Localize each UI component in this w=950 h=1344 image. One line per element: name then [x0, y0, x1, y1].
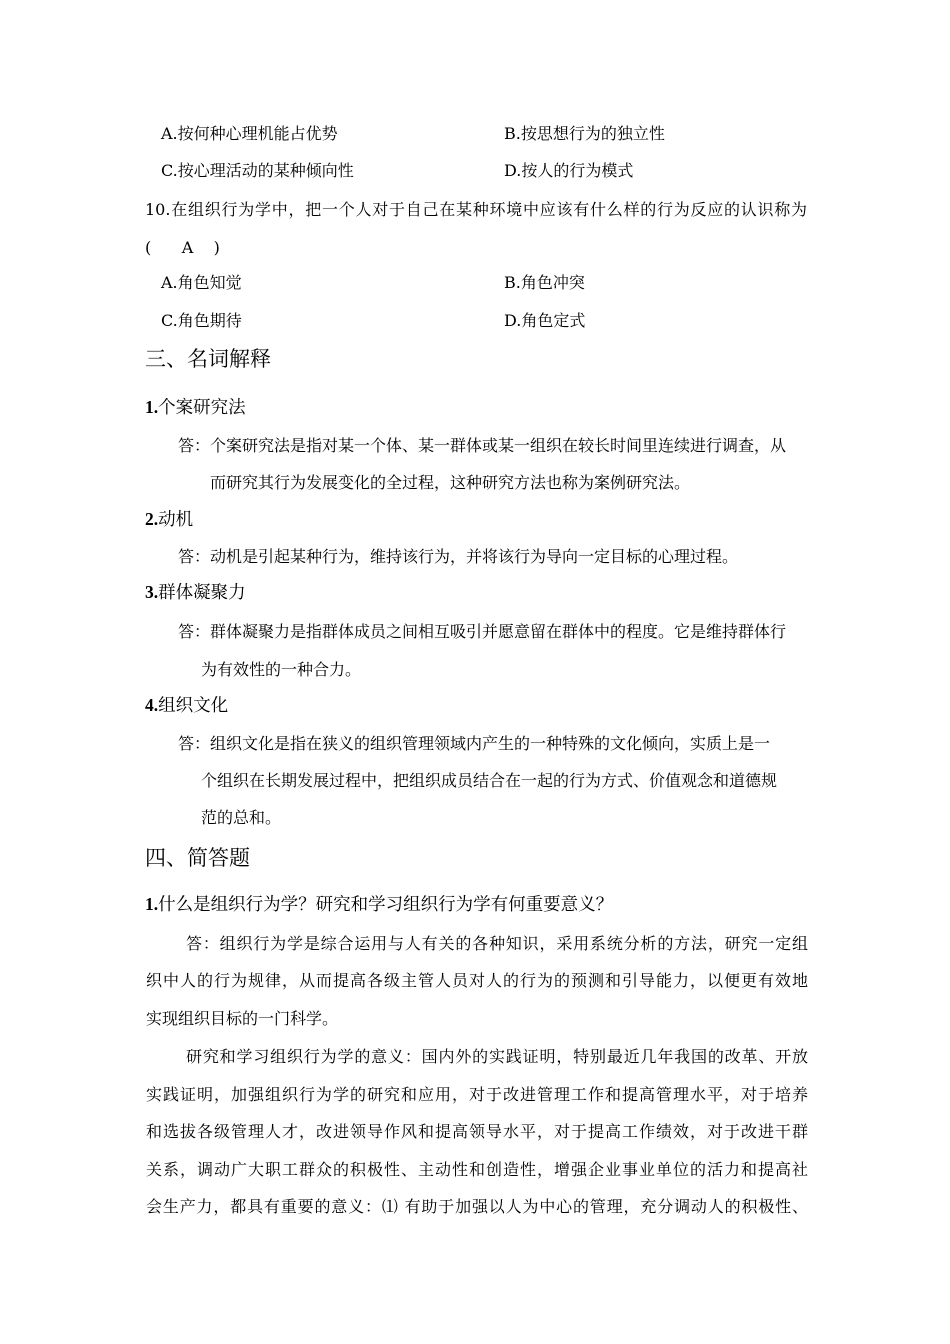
section-heading-terms: 三、名词解释: [145, 347, 271, 371]
term-number: 1.: [145, 397, 159, 417]
q9-option-a: A.按何种心理机能占优势: [161, 124, 338, 143]
question-heading-1: [145, 893, 613, 916]
question-number: 1.: [145, 894, 159, 914]
q10-stem: 10.在组织行为学中，把一个人对于自己在某种环境中应该有什么样的行为反应的认识称为: [145, 200, 807, 219]
answer-line: 研究和学习组织行为学的意义：国内外的实践证明，特别最近几年我国的改革、开放: [186, 1047, 808, 1066]
question-text: 什么是组织行为学？研究和学习组织行为学有何重要意义？: [158, 895, 614, 915]
term-heading-3: [145, 581, 246, 604]
q9-option-b: B.按思想行为的独立性: [504, 124, 665, 143]
term-answer-line: 而研究其行为发展变化的全过程，这种研究方法也称为案例研究法。: [210, 473, 691, 492]
q10-option-a: A.角色知觉: [161, 273, 242, 292]
term-heading-2: [145, 508, 193, 531]
answer-line: 织中人的行为规律，从而提高各级主管人员对人的行为的预测和引导能力，以便更有效地: [146, 971, 808, 990]
term-heading-4: [145, 694, 228, 717]
term-title: 动机: [158, 510, 194, 530]
q9-option-c: C.按心理活动的某种倾向性: [161, 161, 354, 180]
answer-line: 实践证明，加强组织行为学的研究和应用，对于改进管理工作和提高管理水平，对于培养: [146, 1085, 808, 1104]
q10-answer: ( A ): [145, 238, 220, 257]
term-answer-line: 答：个案研究法是指对某一个体、某一群体或某一组织在较长时间里连续进行调查，从: [178, 436, 787, 455]
term-answer-line: 答：群体凝聚力是指群体成员之间相互吸引并愿意留在群体中的程度。它是维持群体行: [178, 622, 787, 641]
term-title: 组织文化: [158, 696, 229, 716]
term-title: 个案研究法: [158, 398, 246, 418]
term-heading-1: [145, 396, 246, 419]
answer-line: 和选拔各级管理人才，改进领导作风和提高领导水平，对于提高工作绩效，对于改进干群: [146, 1122, 808, 1141]
term-number: 2.: [145, 509, 159, 529]
term-answer-line: 答：组织文化是指在狭义的组织管理领域内产生的一种特殊的文化倾向，实质上是一: [178, 734, 771, 753]
term-number: 4.: [145, 695, 159, 715]
term-answer-line: 为有效性的一种合力。: [201, 660, 362, 679]
q9-option-d: D.按人的行为模式: [504, 161, 634, 180]
q10-option-b: B.角色冲突: [504, 273, 585, 292]
answer-line: 答：组织行为学是综合运用与人有关的各种知识，采用系统分析的方法，研究一定组: [186, 934, 808, 953]
answer-line: 会生产力，都具有重要的意义：⑴ 有助于加强以人为中心的管理，充分调动人的积极性、: [146, 1197, 808, 1216]
q10-option-d: D.角色定式: [504, 311, 586, 330]
term-answer-line: 个组织在长期发展过程中，把组织成员结合在一起的行为方式、价值观念和道德规: [201, 771, 778, 790]
answer-line: 实现组织目标的一门科学。: [146, 1009, 339, 1028]
answer-line: 关系，调动广大职工群众的积极性、主动性和创造性，增强企业事业单位的活力和提高社: [146, 1160, 808, 1179]
section-heading-short-answer: 四、简答题: [145, 846, 250, 870]
q10-option-c: C.角色期待: [161, 311, 242, 330]
term-answer-line: 范的总和。: [201, 808, 282, 827]
term-title: 群体凝聚力: [158, 583, 246, 603]
term-answer-line: 答：动机是引起某种行为，维持该行为，并将该行为导向一定目标的心理过程。: [178, 547, 739, 566]
term-number: 3.: [145, 582, 159, 602]
